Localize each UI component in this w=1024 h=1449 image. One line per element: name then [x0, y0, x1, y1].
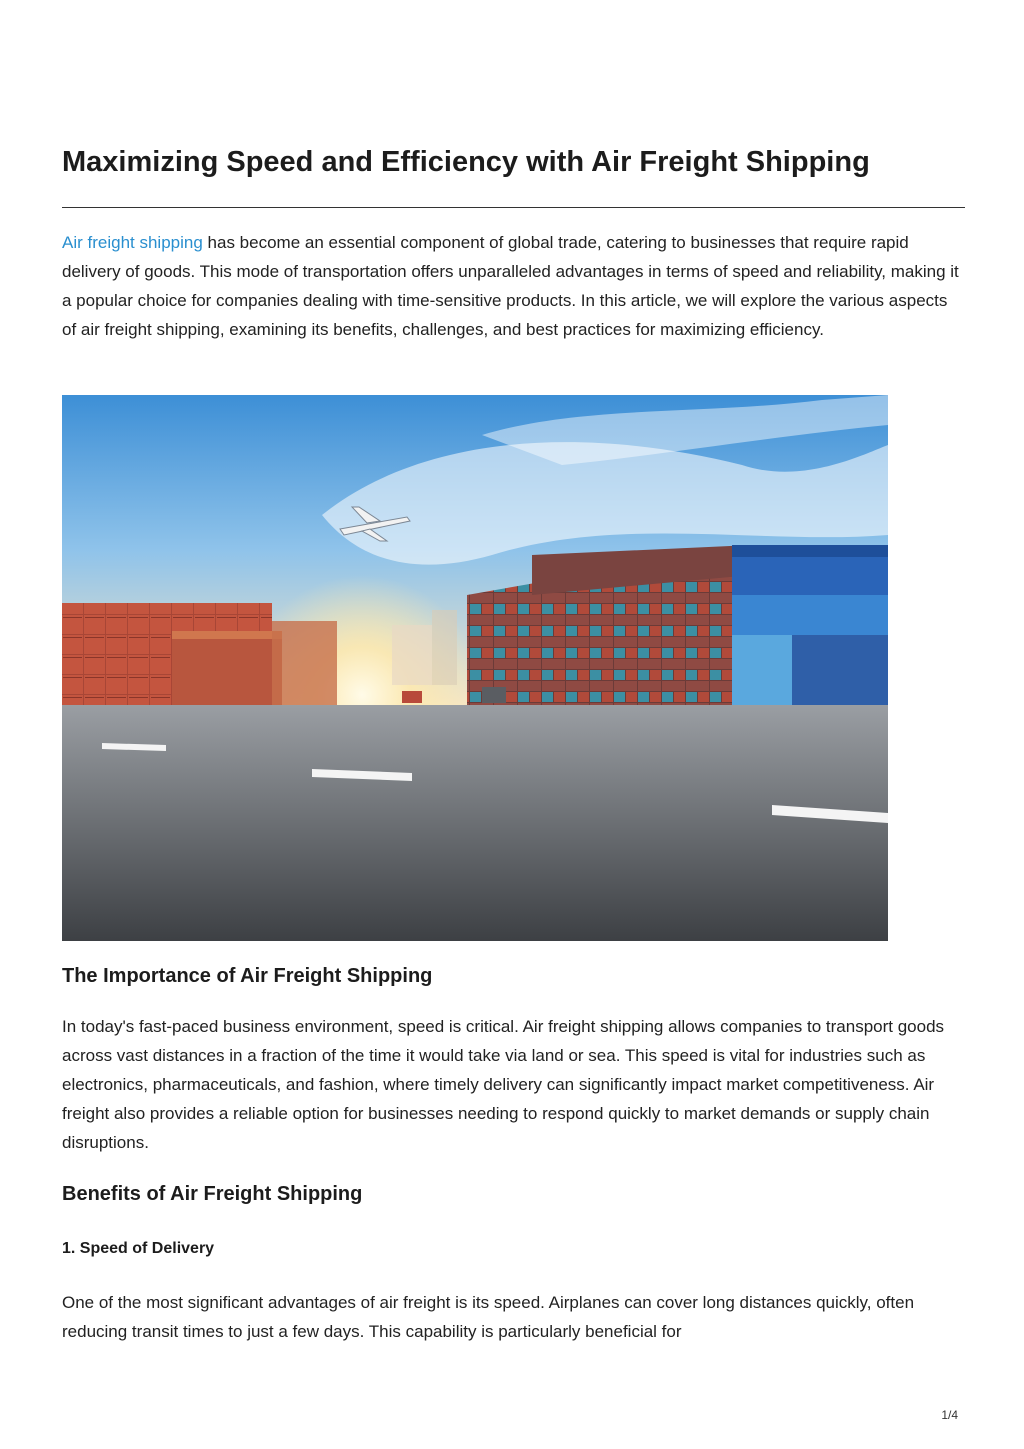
section-heading-benefits: Benefits of Air Freight Shipping: [62, 1183, 363, 1205]
page-number: 1/4: [941, 1408, 958, 1422]
intro-text: has become an essential component of global trade, catering to businesses that require rapid delivery of goods. This mode of transportation offers unparalleled advantages in terms of speed and reliability, making it a popular choice for companies dealing with time-sensitive products. In this article, we will explore the various aspects of air freight shipping, examining its benefits, challenges, and best practices for maximizing efficiency.: [62, 233, 959, 339]
subheading-speed: 1. Speed of Delivery: [62, 1240, 215, 1257]
article-title: Maximizing Speed and Efficiency with Air Freight Shipping: [62, 146, 870, 178]
intro-paragraph: [62, 228, 964, 344]
title-divider: [62, 207, 965, 208]
speed-paragraph: One of the most significant advantages of air freight is its speed. Airplanes can cover long distances quickly, often reducing transit times to just a few days. This capability is particularly beneficial for: [62, 1293, 915, 1341]
section-heading-importance: The Importance of Air Freight Shipping: [62, 965, 433, 987]
container-port-illustration: [62, 395, 888, 941]
hero-image: [62, 395, 888, 941]
importance-paragraph: In today's fast-paced business environment, speed is critical. Air freight shipping allows companies to transport goods across vast distances in a fraction of the time it would take via land or sea. This speed is vital for industries such as electronics, pharmaceuticals, and fashion, where timely delivery can significantly impact market competitiveness. Air freight also provides a reliable option for businesses needing to respond quickly to market demands or supply chain disruptions.: [62, 1017, 945, 1152]
air-freight-link[interactable]: Air freight shipping: [62, 233, 203, 252]
